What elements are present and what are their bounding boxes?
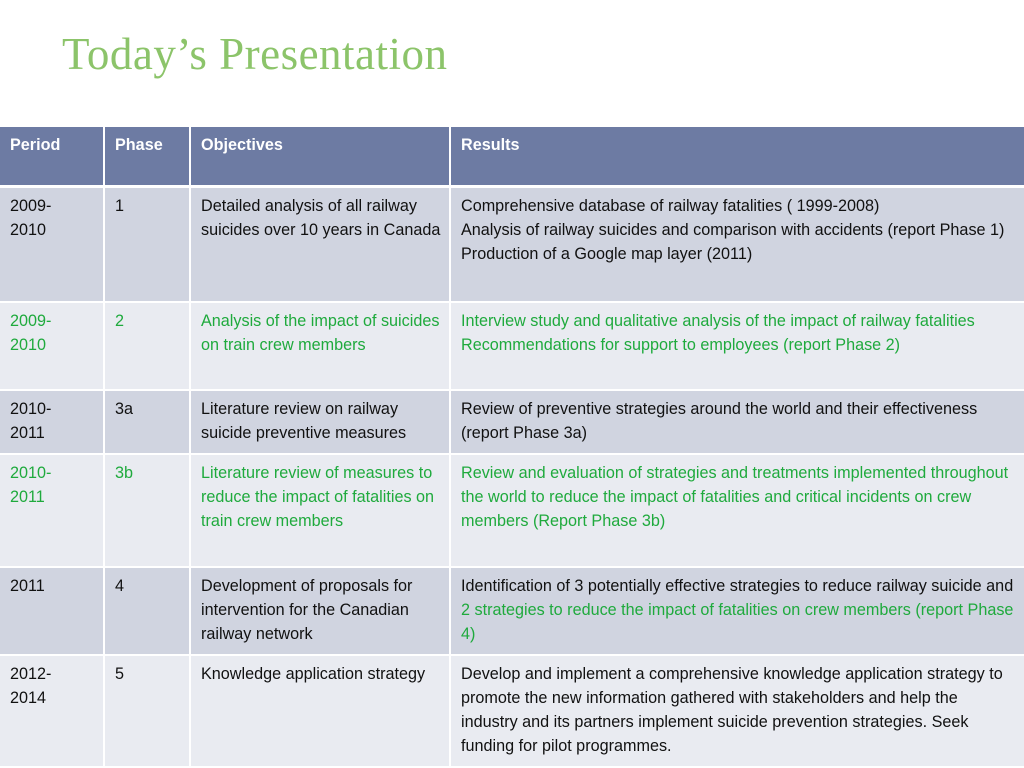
cell-phase: 4 xyxy=(104,567,190,655)
cell-objectives: Development of proposals for intervention for the Canadian railway network xyxy=(190,567,450,655)
cell-objectives: Detailed analysis of all railway suicides over 10 years in Canada xyxy=(190,187,450,302)
cell-phase: 3a xyxy=(104,390,190,454)
cell-period: 2010- 2011 xyxy=(0,454,104,567)
cell-phase: 2 xyxy=(104,302,190,390)
result-line: Recommendations for support to employees (report Phase 2) xyxy=(461,335,901,354)
result-text: Identification of 3 potentially effective strategies to reduce railway suicide and xyxy=(461,576,1014,595)
header-objectives: Objectives xyxy=(190,127,450,187)
cell-period: 2009- 2010 xyxy=(0,187,104,302)
cell-objectives: Literature review on railway suicide preventive measures xyxy=(190,390,450,454)
result-line: Develop and implement a comprehensive knowledge application strategy to promote the new information gathered with stakeholders and help the industry and its partners implement suicide prevention strategies. Seek funding for pilot programmes. xyxy=(461,664,1003,755)
cell-results xyxy=(450,567,1024,655)
slide-title: Today’s Presentation xyxy=(62,29,448,79)
result-line: Production of a Google map layer (2011) xyxy=(461,245,753,263)
header-results: Results xyxy=(450,127,1024,187)
cell-phase: 5 xyxy=(104,655,190,767)
cell-results xyxy=(450,187,1024,302)
cell-period: 2009- 2010 xyxy=(0,302,104,390)
cell-period: 2010- 2011 xyxy=(0,390,104,454)
table-row xyxy=(0,187,1024,302)
cell-results xyxy=(450,390,1024,454)
cell-results xyxy=(450,302,1024,390)
cell-phase: 3b xyxy=(104,454,190,567)
cell-objectives: Literature review of measures to reduce the impact of fatalities on train crew members xyxy=(190,454,450,567)
table-row xyxy=(0,302,1024,390)
cell-objectives: Knowledge application strategy xyxy=(190,655,450,767)
result-line: Review and evaluation of strategies and treatments implemented throughout the world to reduce the impact of fatalities and critical incidents on crew members (Report Phase 3b) xyxy=(461,463,1009,530)
header-phase: Phase xyxy=(104,127,190,187)
table-row xyxy=(0,390,1024,454)
result-text-highlight: 2 strategies to reduce the impact of fatalities on crew members (report Phase 4) xyxy=(461,600,1014,643)
result-line: Interview study and qualitative analysis of the impact of railway fatalities xyxy=(461,311,975,330)
table-row xyxy=(0,655,1024,767)
result-line: Review of preventive strategies around the world and their effectiveness (report Phase 3a) xyxy=(461,399,978,442)
result-line: Analysis of railway suicides and comparison with accidents (report Phase 1) xyxy=(461,221,1005,239)
cell-results xyxy=(450,454,1024,567)
table-header-row xyxy=(0,127,1024,187)
cell-results xyxy=(450,655,1024,767)
table-row xyxy=(0,454,1024,567)
cell-objectives: Analysis of the impact of suicides on train crew members xyxy=(190,302,450,390)
phases-table xyxy=(0,127,1024,768)
table-row xyxy=(0,567,1024,655)
result-line: Comprehensive database of railway fatalities ( 1999-2008) xyxy=(461,197,880,215)
header-period: Period xyxy=(0,127,104,187)
cell-period: 2011 xyxy=(0,567,104,655)
cell-phase: 1 xyxy=(104,187,190,302)
cell-period: 2012- 2014 xyxy=(0,655,104,767)
